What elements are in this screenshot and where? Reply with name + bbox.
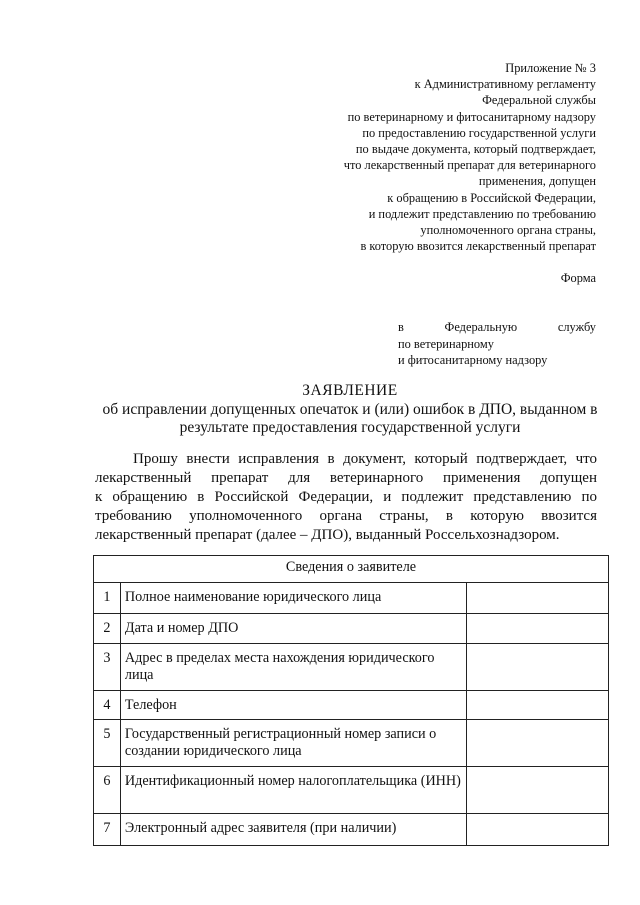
row-label: Государственный регистрационный номер записи о создании юридического лица [120, 720, 466, 767]
row-value-cell[interactable] [466, 814, 608, 846]
appendix-line: в которую ввозится лекарственный препарат [360, 239, 596, 254]
appendix-line: применения, допущен [478, 174, 596, 189]
form-label: Форма [560, 271, 596, 285]
document-title [95, 382, 605, 438]
table-row [94, 691, 609, 720]
row-label: Идентификационный номер налогоплательщика (ИНН) [120, 767, 466, 814]
row-number: 4 [94, 691, 121, 720]
row-number: 7 [94, 814, 121, 846]
request-paragraph [95, 450, 597, 545]
paragraph-line: лекарственный препарат для ветеринарного применения допущен [95, 470, 597, 486]
appendix-note [344, 60, 596, 254]
row-label: Дата и номер ДПО [120, 614, 466, 644]
table-row [94, 767, 609, 814]
row-value-cell[interactable] [466, 614, 608, 644]
row-value-cell[interactable] [466, 583, 608, 614]
row-value-cell[interactable] [466, 691, 608, 720]
appendix-line: что лекарственный препарат для ветеринарного [343, 158, 596, 173]
appendix-line: уполномоченного органа страны, [420, 223, 596, 238]
appendix-line: по выдаче документа, который подтверждает, [355, 142, 596, 157]
table-header: Сведения о заявителе [94, 556, 609, 583]
appendix-line: Федеральной службы [482, 93, 596, 108]
applicant-info-table [93, 555, 609, 846]
appendix-line: Приложение № 3 [505, 61, 596, 75]
row-value-cell[interactable] [466, 767, 608, 814]
row-number: 5 [94, 720, 121, 767]
table-row [94, 814, 609, 846]
row-number: 2 [94, 614, 121, 644]
table-row [94, 720, 609, 767]
row-value-cell[interactable] [466, 644, 608, 691]
table-header-row [94, 556, 609, 583]
row-label: Адрес в пределах места нахождения юридического лица [120, 644, 466, 691]
title-main: ЗАЯВЛЕНИЕ [302, 382, 398, 399]
paragraph-line: Прошу внести исправления в документ, который подтверждает, что [133, 451, 597, 467]
appendix-line: к обращению в Российской Федерации, [387, 190, 596, 205]
appendix-line: по ветеринарному и фитосанитарному надзору [347, 109, 596, 124]
table-row [94, 583, 609, 614]
recipient-line: по ветеринарному [398, 336, 494, 351]
recipient-line: в Федеральную службу [398, 320, 596, 334]
row-number: 1 [94, 583, 121, 614]
paragraph-line: к обращению в Российской Федерации, и подлежит представлению по [95, 489, 597, 505]
recipient-block [398, 319, 596, 369]
table-row [94, 614, 609, 644]
row-value-cell[interactable] [466, 720, 608, 767]
paragraph-line: лекарственный препарат (далее – ДПО), выданный Россельхознадзором. [95, 527, 560, 543]
appendix-line: и подлежит представлению по требованию [368, 206, 596, 221]
row-label: Полное наименование юридического лица [120, 583, 466, 614]
title-subtitle: об исправлении допущенных опечаток и (или) ошибок в ДПО, выданном в [102, 400, 598, 418]
row-number: 6 [94, 767, 121, 814]
row-label: Телефон [120, 691, 466, 720]
appendix-line: по предоставлению государственной услуги [362, 125, 596, 140]
paragraph-line: требованию уполномоченного органа страны, в которую ввозится [95, 508, 597, 524]
title-subtitle: результате предоставления государственной услуги [179, 419, 521, 436]
row-label: Электронный адрес заявителя (при наличии) [120, 814, 466, 846]
table-row [94, 644, 609, 691]
row-number: 3 [94, 644, 121, 691]
appendix-line: к Административному регламенту [414, 77, 596, 92]
recipient-line: и фитосанитарному надзору [398, 353, 548, 367]
